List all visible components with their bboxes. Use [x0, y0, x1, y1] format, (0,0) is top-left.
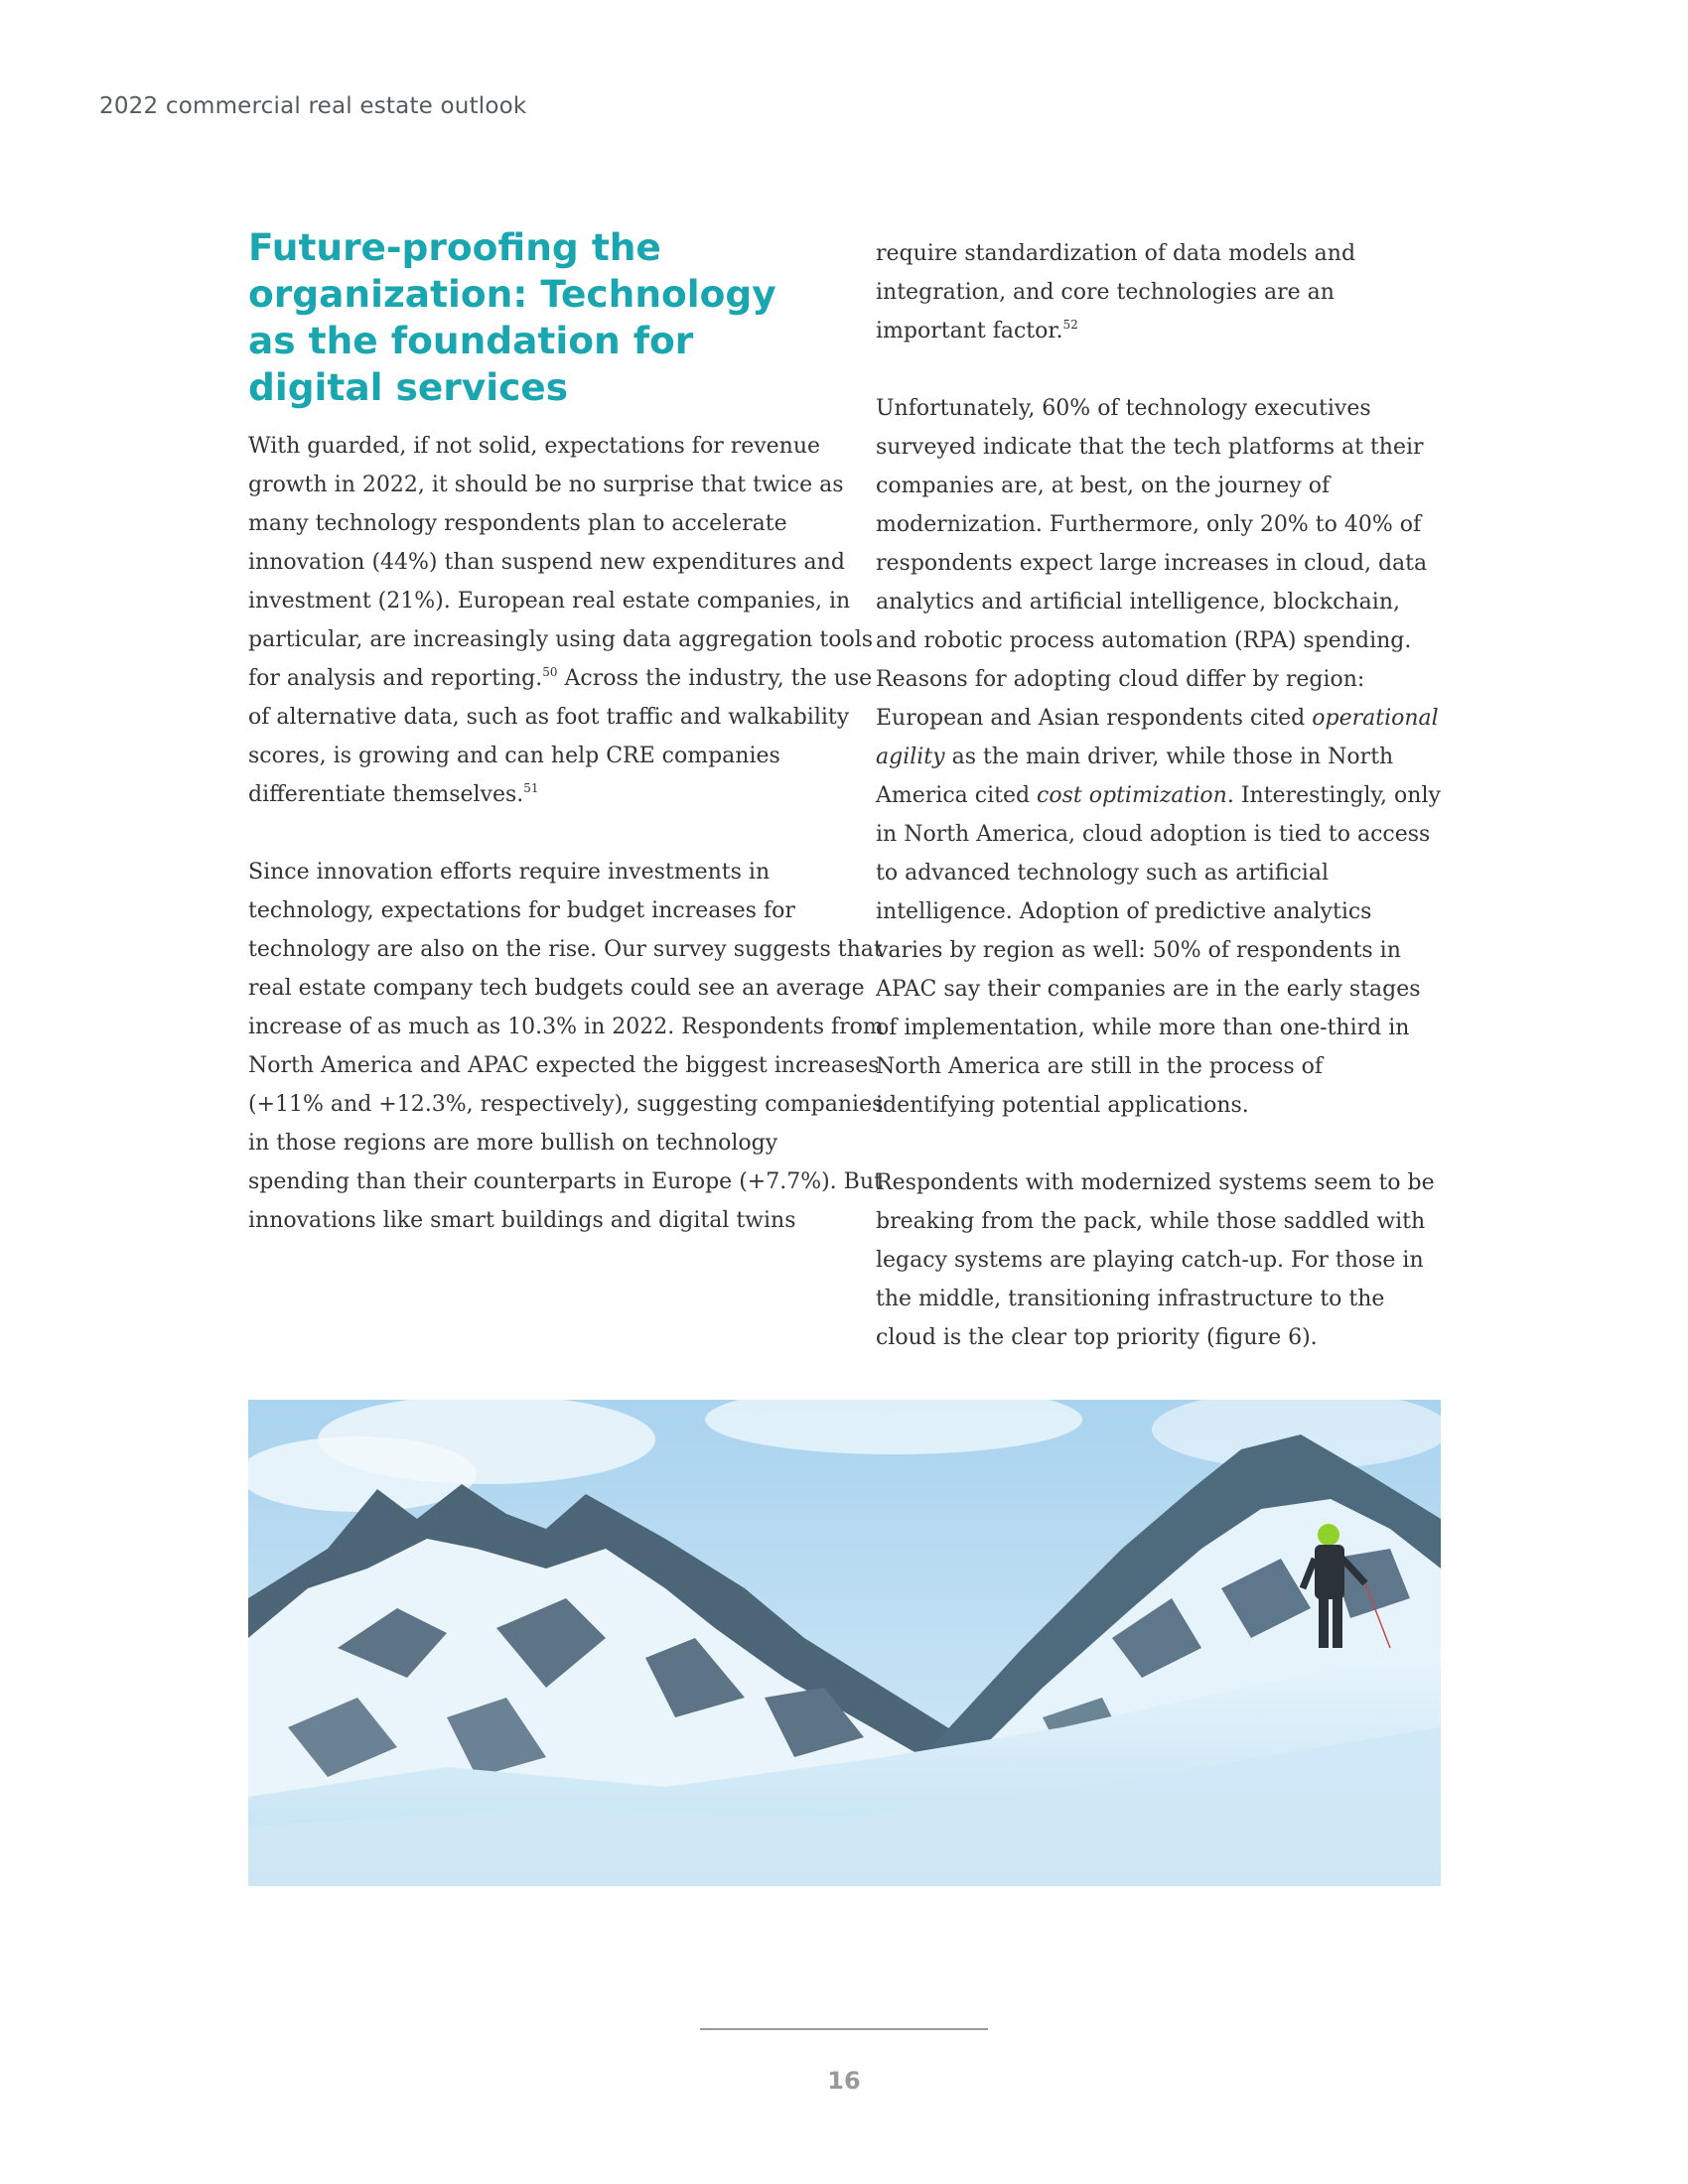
mountain-climber-photo [248, 1400, 1441, 1886]
footnote-ref[interactable]: 51 [523, 781, 539, 795]
paragraph-text: as the main driver, while those in North America cited [876, 745, 1394, 808]
section-heading [248, 224, 776, 411]
page-number: 16 [827, 2067, 861, 2095]
left-column [248, 224, 884, 1240]
heading-line: Future-proofing the [248, 225, 661, 269]
running-header: 2022 commercial real estate outlook [99, 93, 527, 119]
body-paragraph [876, 234, 1442, 350]
heading-line: as the foundation for [248, 319, 694, 362]
right-column [876, 234, 1442, 1357]
mountain-illustration [248, 1400, 1441, 1886]
heading-line: digital services [248, 365, 569, 409]
body-paragraph: Respondents with modernized systems seem to be breaking from the pack, while those saddled with legacy systems are playing catch-up. For those in the middle, transitioning infrastructure to the cloud is the clear top priority (figure 6). [876, 1170, 1435, 1350]
body-paragraph: Since innovation efforts require investments in technology, expectations for budget increases for technology are also on the rise. Our survey suggests that real estate company tech budgets could see an average increase of as much as 10.3% in 2022. Respondents from North America and APAC expected the biggest increases (+11% and +12.3%, respectively), suggesting companies in those regions are more bullish on technology spending than their counterparts in Europe (+7.7%). But innovations like smart buildings and digital twins [248, 860, 884, 1233]
body-paragraph [248, 427, 884, 814]
footer-divider [700, 2028, 988, 2030]
body-paragraph [876, 389, 1442, 1125]
paragraph-text: Across the industry, the use of alternative data, such as foot traffic and walkability scores, is growing and can help CRE companies differentiate themselves. [248, 666, 873, 807]
paragraph-text: With guarded, if not solid, expectations for revenue growth in 2022, it should be no surprise that twice as many technology respondents plan to accelerate innovation (44%) than suspend new expenditures and investment (21%). European real estate companies, in particular, are increasingly using data aggregation tools for analysis and reporting. [248, 434, 874, 691]
paragraph-text: . Interestingly, only in North America, cloud adoption is tied to access to advanced technology such as artificial intelligence. Adoption of predictive analytics varies by region as well: 50% of respondents in APAC say their companies are in the early stages of implementation, while more than one-third in North America are still in the process of identifying potential applications. [876, 783, 1441, 1118]
paragraph-text: require standardization of data models and integration, and core technologies are an important factor. [876, 241, 1356, 343]
emphasis-text: cost optimization [1037, 783, 1227, 808]
heading-line: organization: Technology [248, 272, 776, 316]
emphasis-text: operational agility [876, 706, 1439, 769]
footnote-ref[interactable]: 50 [542, 665, 558, 679]
footnote-ref[interactable]: 52 [1062, 318, 1078, 332]
paragraph-text: Unfortunately, 60% of technology executives surveyed indicate that the tech platforms at their companies are, at best, on the journey of modernization. Furthermore, only 20% to 40% of respondents expect large increases in cloud, data analytics and artificial intelligence, blockchain, and robotic process automation (RPA) spending. Reasons for adopting cloud differ by region: European and Asian respondents cited [876, 396, 1428, 731]
